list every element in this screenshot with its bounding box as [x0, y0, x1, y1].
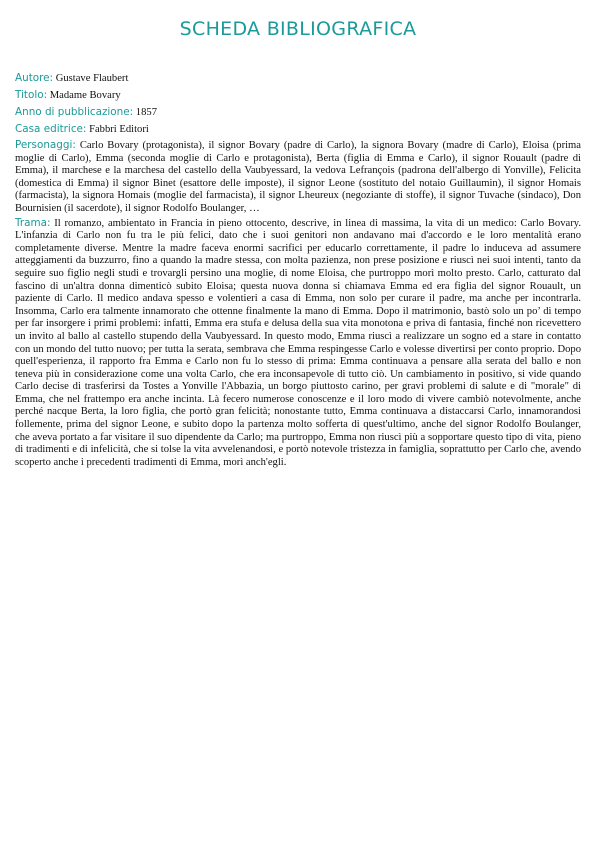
- field-title: [15, 87, 581, 104]
- field-year-value: 1857: [135, 107, 157, 118]
- field-title-value: Madame Bovary: [49, 90, 121, 101]
- field-publisher-value: Fabbri Editori: [89, 124, 149, 135]
- field-publisher-label: Casa editrice:: [15, 123, 87, 135]
- field-characters-value: Carlo Bovary (protagonista), il signor Bovary (padre di Carlo), la signora Bovary (madre di Carlo), Eloisa (prima moglie di Carlo), Emma (seconda moglie di Carlo e protagonista), Berta (figlia di Emma e Carlo), il signor Rouault (padre di Emma), il marchese e la marchesa del castello della Vaubyessard, la vedova Lefrançois (padrona dell'albergo di Yonville), Felicita (domestica di Emma) il signor Binet (esattore delle imposte), il signor Leone (sostituto del notaio Guillaumin), il signor Homais (farmacista), la signora Homais (moglie del farmacista), il signor Lheureux (negoziante di stoffe), il signor Tuvache (sindaco), Don Bournisien (il sacerdote), il signor Rodolfo Boulanger, …: [15, 140, 581, 214]
- field-author: [15, 70, 581, 87]
- field-plot-value: Il romanzo, ambientato in Francia in pieno ottocento, descrive, in linea di massima, la vita di un medico: Carlo Bovary. L'infanzia di Carlo non fu tra le più felici, dato che i suoi genitori non andavano mai d'accordo e le loro mentalità erano completamente diverse. Mentre la madre faceva enormi sacrifici per educarlo correttamente, il padre lo induceva ad assumere atteggiamenti da buzzurro, fino a quando la madre stessa, con molta pazienza, non prese posizione e riuscì nei suoi intenti, tanto da seguire suo figlio negli studi e trovargli persino una moglie, di nome Eloisa, che purtroppo morì molto presto. Carlo, catturato dal fascino di un'altra donna dimenticò subito Eloisa; questa nuova donna si chiamava Emma ed era figlia del signor Rouault, un paziente di Carlo. Il medico andava spesso e volentieri a casa di Emma, non solo per curare il padre, ma anche per incontrarla. Insomma, Carlo era talmente innamorato che ottenne finalmente la mano di Emma. Dopo il matrimonio, bastò solo un po’ di tempo per far insorgere i primi problemi: infatti, Emma era stufa e delusa della sua vita monotona e priva di fantasia, finché non ricevettero un invito al ballo al castello stupendo della Vaubyessard. In questo modo, Emma riuscì a realizzare un sogno ed a stare in contatto con un mondo del tutto nuovo; per tutta la serata, sembrava che Emma respingesse Carlo e volesse divertirsi per conto proprio. Dopo quell'esperienza, il rapporto fra Emma e Carlo non fu lo stesso di prima: Emma continuava a pensare alla serata del ballo e non teneva più in considerazione come una volta Carlo, che era inconsapevole di tutto ciò. Un cambiamento in positivo, si vide quando Carlo decise di trasferirsi da Tostes a Yonville l'Abbazia, un borgo piuttosto carino, per gravi problemi di salute e di "morale" di Emma, che nel frattempo era anche incinta. Là fecero numerose conoscenze e il loro modo di vivere cambiò notevolmente, anche perché nacque Berta, la loro figlia, che portò gran felicità; nonostante tutto, Emma continuava a distaccarsi Carlo, innamorandosi follemente, prima del signor Leone, e subito dopo la partenza molto sofferta di quest'ultimo, anche del signor Rodolfo Boulanger, che aveva portato a far visitare il suo dipendente da Carlo; ma purtroppo, Emma non riuscì più a sopportare questo tipo di vita, pieno di tradimenti e di infelicità, che si tolse la vita avvelenandosi, e portò notevole tristezza in famiglia, soprattutto per Carlo che, avendo scoperto anche i precedenti tradimenti di Emma, morì anch'egli.: [15, 217, 581, 468]
- field-characters: [15, 139, 581, 216]
- field-plot: [15, 217, 581, 470]
- field-year-label: Anno di pubblicazione:: [15, 106, 134, 118]
- field-characters-label: Personaggi:: [15, 139, 76, 151]
- field-year: [15, 104, 581, 121]
- bibliographic-fields: [15, 70, 581, 469]
- field-author-value: Gustave Flaubert: [55, 73, 129, 84]
- field-title-label: Titolo:: [15, 89, 48, 101]
- page-title: SCHEDA BIBLIOGRAFICA: [179, 18, 417, 40]
- field-author-label: Autore:: [15, 72, 54, 84]
- field-plot-label: Trama:: [15, 216, 51, 229]
- field-publisher: [15, 121, 581, 138]
